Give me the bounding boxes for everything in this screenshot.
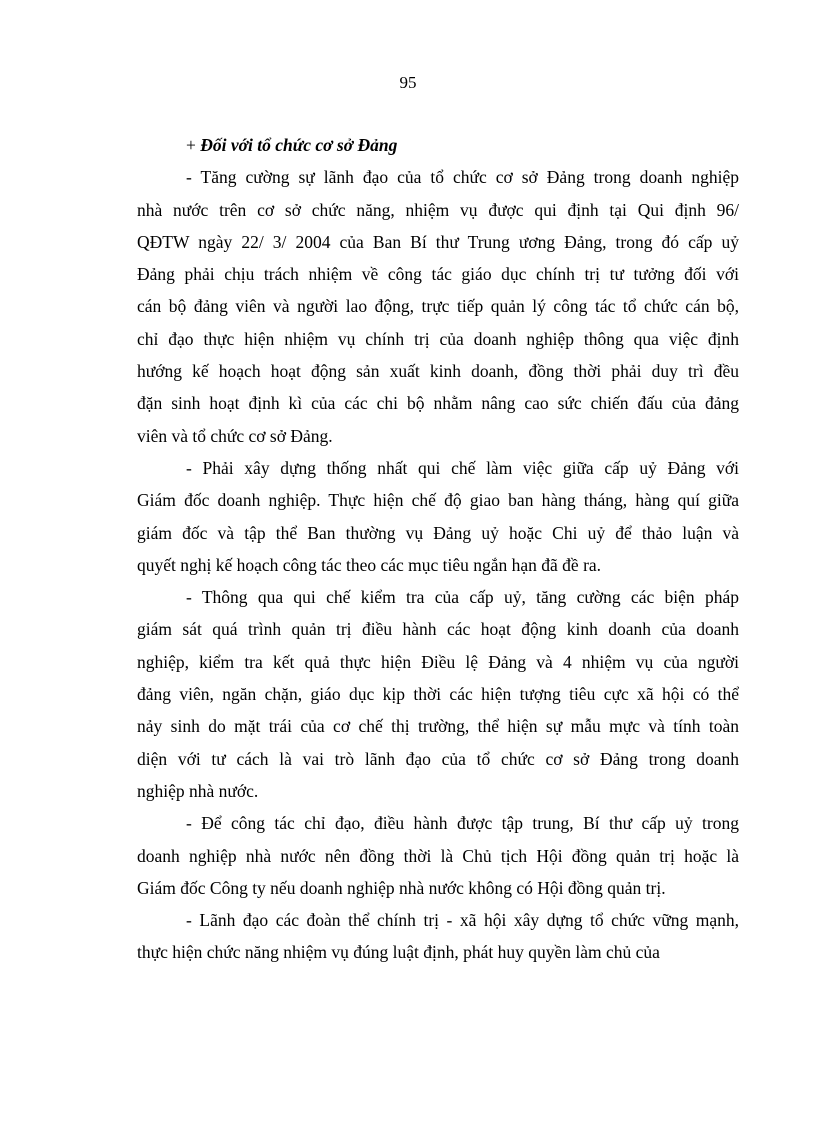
text-line: hướng kế hoạch hoạt động sản xuất kinh doanh, đồng thời phải duy trì đều (137, 361, 739, 382)
heading-prefix: + (186, 135, 201, 155)
text-line: diện với tư cách là vai trò lãnh đạo của tổ chức cơ sở Đảng trong doanh (137, 748, 739, 769)
text-line: QĐTW ngày 22/ 3/ 2004 của Ban Bí thư Trung ương Đảng, trong đó cấp uỷ (137, 231, 739, 252)
text-line: - Thông qua qui chế kiểm tra của cấp uỷ, tăng cường các biện pháp (186, 587, 739, 608)
text-line: quyết nghị kế hoạch công tác theo các mục tiêu ngắn hạn đã đề ra. (137, 554, 602, 575)
text-line: Giám đốc doanh nghiệp. Thực hiện chế độ giao ban hàng tháng, hàng quí giữa (137, 490, 739, 511)
text-line: nhà nước trên cơ sở chức năng, nhiệm vụ được qui định tại Qui định 96/ (137, 199, 739, 220)
text-line: - Tăng cường sự lãnh đạo của tổ chức cơ sở Đảng trong doanh nghiệp (186, 167, 739, 188)
text-line: - Phải xây dựng thống nhất qui chế làm việc giữa cấp uỷ Đảng với (186, 457, 739, 478)
text-line: - Lãnh đạo các đoàn thể chính trị - xã hội xây dựng tổ chức vững mạnh, (186, 910, 739, 931)
text-line: giám sát quá trình quản trị điều hành các hoạt động kinh doanh của doanh (137, 619, 739, 640)
text-line: đảng viên, ngăn chặn, giáo dục kịp thời các hiện tượng tiêu cực xã hội có thể (137, 684, 739, 705)
text-line: chỉ đạo thực hiện nhiệm vụ chính trị của doanh nghiệp thông qua việc định (137, 328, 739, 349)
text-line: nghiệp, kiểm tra kết quả thực hiện Điều lệ Đảng và 4 nhiệm vụ của người (137, 651, 739, 672)
text-line: đặn sinh hoạt định kì của các chi bộ nhằm nâng cao sức chiến đấu của đảng (137, 393, 739, 414)
text-line: giám đốc và tập thể Ban thường vụ Đảng uỷ hoặc Chi uỷ để thảo luận và (137, 522, 739, 543)
heading-text: Đối với tổ chức cơ sở Đảng (200, 135, 398, 155)
text-line: - Để công tác chỉ đạo, điều hành được tập trung, Bí thư cấp uỷ trong (186, 813, 739, 834)
text-line: Giám đốc Công ty nếu doanh nghiệp nhà nước không có Hội đồng quản trị. (137, 877, 666, 898)
text-line: nghiệp nhà nước. (137, 780, 259, 801)
text-line: cán bộ đảng viên và người lao động, trực tiếp quản lý công tác tổ chức cán bộ, (137, 296, 739, 317)
text-line: nảy sinh do mặt trái của cơ chế thị trường, thể hiện sự mẫu mực và tính toàn (137, 716, 739, 737)
page-number: 95 (399, 73, 417, 92)
text-line: Đảng phải chịu trách nhiệm về công tác giáo dục chính trị tư tưởng đối với (137, 264, 739, 285)
section-heading (137, 129, 739, 161)
body-text (137, 129, 739, 969)
text-line: viên và tổ chức cơ sở Đảng. (137, 425, 333, 446)
text-line: doanh nghiệp nhà nước nên đồng thời là Chủ tịch Hội đồng quản trị hoặc là (137, 845, 739, 866)
text-line: thực hiện chức năng nhiệm vụ đúng luật định, phát huy quyền làm chủ của (137, 942, 660, 963)
